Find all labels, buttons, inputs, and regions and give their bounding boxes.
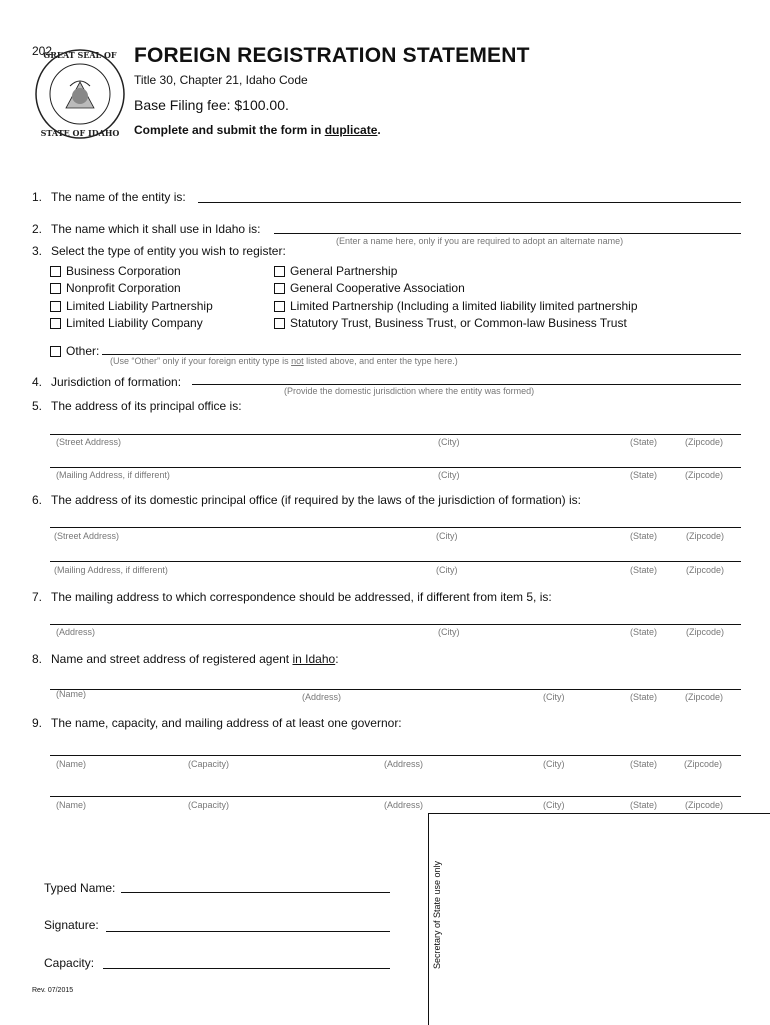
q4-label: Jurisdiction of formation: — [51, 375, 182, 389]
checkbox-icon — [274, 266, 285, 277]
q8-label: Name and street address of registered agent in Idaho: — [51, 652, 339, 666]
svg-text:GREAT SEAL OF: GREAT SEAL OF — [43, 50, 117, 60]
hint-city: (City) — [436, 531, 458, 541]
capacity-field[interactable] — [103, 968, 390, 969]
correspondence-address-field[interactable] — [50, 624, 741, 625]
checkbox-limited-liability-partnership[interactable]: Limited Liability Partnership — [50, 299, 213, 313]
hint-state: (State) — [630, 531, 658, 541]
hint-city: (City) — [543, 692, 565, 702]
hint-city: (City) — [438, 437, 460, 447]
checkbox-limited-liability-company[interactable]: Limited Liability Company — [50, 316, 203, 330]
hint-zipcode: (Zipcode) — [686, 565, 725, 575]
capacity-label: Capacity: — [44, 956, 95, 970]
hint-street: (Street Address) — [56, 437, 122, 447]
jurisdiction-field[interactable] — [192, 384, 741, 385]
hint-zipcode: (Zipcode) — [685, 437, 724, 447]
form-number: 202 — [32, 44, 53, 58]
q4-number: 4. — [32, 375, 43, 389]
checkbox-icon — [274, 283, 285, 294]
q5-number: 5. — [32, 399, 43, 413]
checkbox-general-cooperative-association[interactable]: General Cooperative Association — [274, 281, 465, 295]
hint-street: (Street Address) — [54, 531, 120, 541]
checkbox-business-corporation[interactable]: Business Corporation — [50, 264, 181, 278]
hint-mailing: (Mailing Address, if different) — [54, 565, 168, 575]
hint-zipcode: (Zipcode) — [685, 470, 724, 480]
hint-address: (Address) — [384, 759, 424, 769]
filing-fee: Base Filing fee: $100.00. — [134, 97, 289, 113]
q4-hint: (Provide the domestic jurisdiction where the entity was formed) — [284, 386, 535, 396]
hint-city: (City) — [543, 759, 565, 769]
registered-agent-field[interactable] — [50, 689, 741, 690]
principal-mailing-field[interactable] — [50, 467, 741, 468]
hint-zipcode: (Zipcode) — [685, 692, 724, 702]
domestic-mailing-field[interactable] — [50, 561, 741, 562]
hint-city: (City) — [438, 627, 460, 637]
q2-number: 2. — [32, 222, 43, 236]
hint-address: (Address) — [302, 692, 342, 702]
revision-date: Rev. 07/2015 — [32, 987, 74, 994]
principal-street-field[interactable] — [50, 434, 741, 435]
hint-capacity: (Capacity) — [188, 800, 230, 810]
hint-state: (State) — [630, 470, 658, 480]
q2-label: The name which it shall use in Idaho is: — [51, 222, 261, 236]
hint-address: (Address) — [384, 800, 424, 810]
hint-zipcode: (Zipcode) — [686, 531, 725, 541]
hint-name: (Name) — [56, 800, 87, 810]
checkbox-icon — [50, 283, 61, 294]
typed-name-label: Typed Name: — [44, 881, 116, 895]
checkbox-icon — [274, 318, 285, 329]
hint-name: (Name) — [56, 759, 87, 769]
checkbox-icon — [274, 301, 285, 312]
governor-1-field[interactable] — [50, 755, 741, 756]
q3-label: Select the type of entity you wish to register: — [51, 244, 286, 258]
q1-number: 1. — [32, 190, 43, 204]
hint-zipcode: (Zipcode) — [685, 800, 724, 810]
hint-mailing: (Mailing Address, if different) — [56, 470, 170, 480]
checkbox-general-partnership[interactable]: General Partnership — [274, 264, 397, 278]
checkbox-nonprofit-corporation[interactable]: Nonprofit Corporation — [50, 281, 181, 295]
q5-label: The address of its principal office is: — [51, 399, 242, 413]
hint-zipcode: (Zipcode) — [684, 759, 723, 769]
checkbox-icon — [50, 266, 61, 277]
hint-capacity: (Capacity) — [188, 759, 230, 769]
hint-state: (State) — [630, 800, 658, 810]
hint-state: (State) — [630, 759, 658, 769]
idaho-name-field[interactable] — [274, 233, 741, 234]
hint-zipcode: (Zipcode) — [686, 627, 725, 637]
q2-hint: (Enter a name here, only if you are required to adopt an alternate name) — [336, 236, 624, 246]
svg-text:STATE OF IDAHO: STATE OF IDAHO — [40, 128, 120, 138]
other-type-field[interactable] — [102, 354, 741, 355]
hint-city: (City) — [436, 565, 458, 575]
hint-state: (State) — [630, 565, 658, 575]
checkbox-icon — [50, 346, 61, 357]
governor-2-field[interactable] — [50, 796, 741, 797]
checkbox-statutory-trust[interactable]: Statutory Trust, Business Trust, or Common-law Business Trust — [274, 316, 627, 330]
other-hint: (Use “Other” only if your foreign entity type is not listed above, and enter the type here.) — [110, 356, 458, 366]
q3-number: 3. — [32, 244, 43, 258]
hint-city: (City) — [438, 470, 460, 480]
hint-city: (City) — [543, 800, 565, 810]
q1-label: The name of the entity is: — [51, 190, 186, 204]
hint-state: (State) — [630, 692, 658, 702]
hint-address: (Address) — [56, 627, 96, 637]
checkbox-icon — [50, 318, 61, 329]
entity-name-field[interactable] — [198, 202, 741, 203]
typed-name-field[interactable] — [121, 892, 390, 893]
signature-field[interactable] — [106, 931, 390, 932]
q8-number: 8. — [32, 652, 43, 666]
checkbox-icon — [50, 301, 61, 312]
q9-number: 9. — [32, 716, 43, 730]
checkbox-other[interactable]: Other: — [50, 344, 99, 358]
q6-number: 6. — [32, 493, 43, 507]
state-use-label: Secretary of State use only — [432, 860, 442, 970]
q9-label: The name, capacity, and mailing address of at least one governor: — [51, 716, 402, 730]
q7-number: 7. — [32, 590, 43, 604]
hint-name: (Name) — [56, 689, 87, 699]
state-seal-icon — [30, 44, 130, 144]
q7-label: The mailing address to which correspondence should be addressed, if different from item 5, is: — [51, 590, 552, 604]
hint-state: (State) — [630, 437, 658, 447]
hint-state: (State) — [630, 627, 658, 637]
checkbox-limited-partnership[interactable]: Limited Partnership (Including a limited liability limited partnership — [274, 299, 638, 313]
statute-reference: Title 30, Chapter 21, Idaho Code — [134, 73, 308, 87]
page-title: FOREIGN REGISTRATION STATEMENT — [134, 44, 530, 67]
instructions: Complete and submit the form in duplicate. — [134, 123, 381, 137]
signature-label: Signature: — [44, 918, 99, 932]
domestic-street-field[interactable] — [50, 527, 741, 528]
state-use-box — [428, 813, 770, 1025]
q6-label: The address of its domestic principal office (if required by the laws of the jurisdiction of formation) is: — [51, 493, 582, 507]
